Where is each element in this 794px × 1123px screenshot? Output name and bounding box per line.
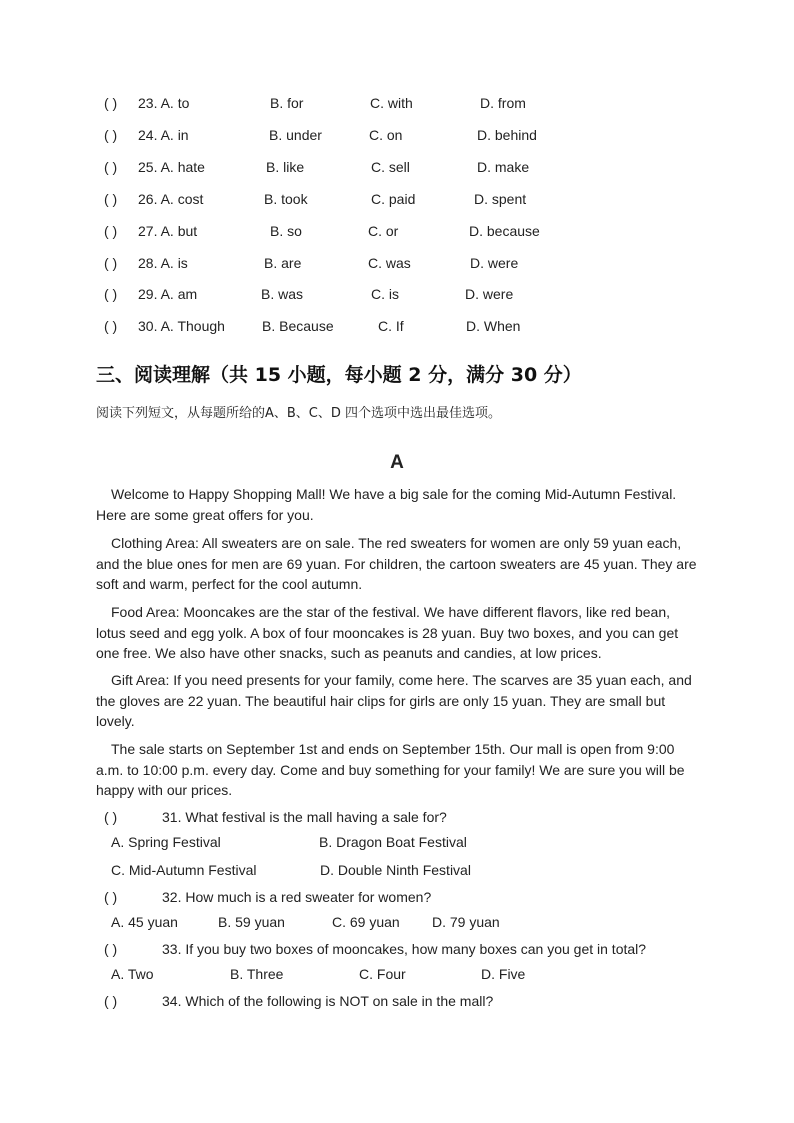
answer-bracket[interactable]: ( )	[104, 286, 118, 302]
option-a[interactable]: A. Spring Festival	[111, 834, 221, 850]
cloze-question: 26. A. cost	[138, 191, 204, 207]
passage-paragraph: Welcome to Happy Shopping Mall! We have a big sale for the coming Mid-Autumn Festival. Here are some great offers for you.	[96, 486, 677, 523]
passage-paragraph: Food Area: Mooncakes are the star of the festival. We have different flavors, like red bean, lotus seed and egg yolk. A box of four mooncakes is 28 yuan. Buy two boxes, and you can get one free. We also have other snacks, such as peanuts and candies, at low prices.	[96, 604, 679, 661]
option-d: D. were	[465, 286, 514, 302]
answer-bracket[interactable]: ( )	[104, 191, 118, 207]
answer-bracket[interactable]: ( )	[104, 223, 118, 239]
option-d[interactable]: D. 79 yuan	[432, 914, 500, 930]
option-d: D. from	[480, 95, 526, 111]
question-text: 32. How much is a red sweater for women?	[162, 889, 432, 905]
option-d: D. make	[477, 159, 530, 175]
option-b: B. was	[261, 286, 304, 302]
option-a[interactable]: A. 45 yuan	[111, 914, 178, 930]
option-a[interactable]: A. Two	[111, 966, 154, 982]
option-c[interactable]: C. Mid-Autumn Festival	[111, 862, 257, 878]
option-b: B. under	[269, 127, 322, 143]
option-d: D. because	[469, 223, 540, 239]
option-c: C. is	[371, 286, 399, 302]
option-b[interactable]: B. Three	[230, 966, 284, 982]
option-b: B. for	[270, 95, 304, 111]
section-heading: 三、阅读理解（共 15 小题，每小题 2 分，满分 30 分）	[96, 364, 582, 386]
section-instruction: 阅读下列短文，从每题所给的A、B、C、D 四个选项中选出最佳选项。	[96, 406, 502, 421]
option-c[interactable]: C. 69 yuan	[332, 914, 400, 930]
option-d: D. behind	[477, 127, 537, 143]
option-c: C. If	[378, 318, 404, 334]
passage-paragraph: Gift Area: If you need presents for your family, come here. The scarves are 35 yuan each, and the gloves are 22 yuan. The beautiful hair clips for girls are only 15 yuan. They are small but lovely.	[96, 672, 692, 729]
option-c[interactable]: C. Four	[359, 966, 406, 982]
cloze-question: 23. A. to	[138, 95, 190, 111]
cloze-question: 25. A. hate	[138, 159, 205, 175]
cloze-question: 29. A. am	[138, 286, 198, 302]
answer-bracket[interactable]: ( )	[104, 127, 118, 143]
option-d: D. were	[470, 255, 519, 271]
option-b: B. Because	[262, 318, 334, 334]
option-b[interactable]: B. 59 yuan	[218, 914, 285, 930]
answer-bracket[interactable]: ( )	[104, 993, 118, 1009]
option-d: D. When	[466, 318, 521, 334]
passage-paragraph: Clothing Area: All sweaters are on sale. The red sweaters for women are only 59 yuan each, and the blue ones for men are 69 yuan. For children, the cartoon sweaters are 45 yuan. They are soft and warm, perfect for the cool autumn.	[96, 535, 697, 592]
passage-title: A	[390, 452, 404, 473]
option-b: B. took	[264, 191, 308, 207]
option-c: C. was	[368, 255, 411, 271]
cloze-question: 28. A. is	[138, 255, 188, 271]
option-c: C. on	[369, 127, 403, 143]
option-b: B. are	[264, 255, 302, 271]
option-d: D. spent	[474, 191, 527, 207]
option-b: B. like	[266, 159, 305, 175]
question-text: 34. Which of the following is NOT on sale in the mall?	[162, 993, 494, 1009]
option-c: C. or	[368, 223, 399, 239]
answer-bracket[interactable]: ( )	[104, 255, 118, 271]
answer-bracket[interactable]: ( )	[104, 318, 118, 334]
question-text: 33. If you buy two boxes of mooncakes, how many boxes can you get in total?	[162, 941, 647, 957]
option-c: C. sell	[371, 159, 410, 175]
answer-bracket[interactable]: ( )	[104, 809, 118, 825]
option-c: C. with	[370, 95, 413, 111]
option-d[interactable]: D. Double Ninth Festival	[320, 862, 471, 878]
answer-bracket[interactable]: ( )	[104, 159, 118, 175]
cloze-question: 27. A. but	[138, 223, 198, 239]
cloze-question: 30. A. Though	[138, 318, 225, 334]
question-text: 31. What festival is the mall having a sale for?	[162, 809, 447, 825]
passage-paragraph: The sale starts on September 1st and ends on September 15th. Our mall is open from 9:00 a.m. to 10:00 p.m. every day. Come and buy something for your family! We are sure you will be happy with our prices.	[96, 741, 685, 798]
answer-bracket[interactable]: ( )	[104, 95, 118, 111]
option-d[interactable]: D. Five	[481, 966, 526, 982]
answer-bracket[interactable]: ( )	[104, 889, 118, 905]
option-b[interactable]: B. Dragon Boat Festival	[319, 834, 467, 850]
option-b: B. so	[270, 223, 302, 239]
option-c: C. paid	[371, 191, 416, 207]
answer-bracket[interactable]: ( )	[104, 941, 118, 957]
cloze-question: 24. A. in	[138, 127, 189, 143]
